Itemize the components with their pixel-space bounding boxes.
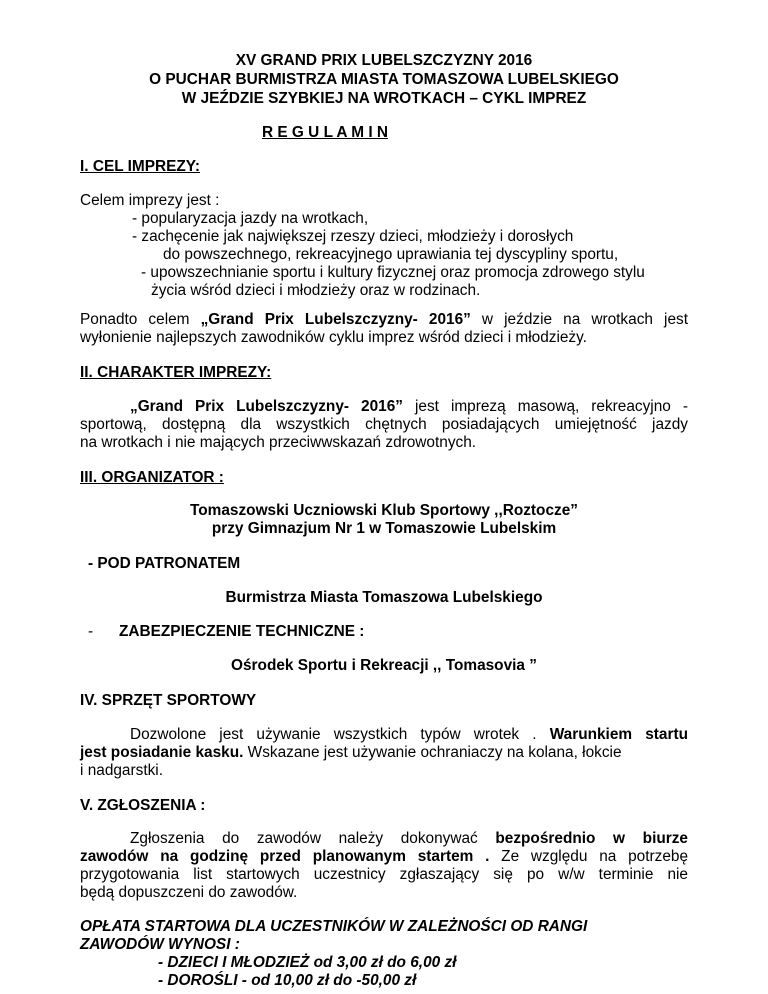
patronat-name: Burmistrza Miasta Tomaszowa Lubelskiego [225,589,543,606]
section-heading-zgloszenia: V. ZGŁOSZENIA : [80,797,206,814]
organizator-name-2: przy Gimnazjum Nr 1 w Tomaszowie Lubelskim [211,520,557,537]
zgloszenia-line-4: będą dopuszczeni do zawodów. [80,884,298,901]
cel-item-3: - upowszechnianie sportu i kultury fizycznej oraz promocja zdrowego stylu [141,264,645,281]
cel-paragraph-2-line-2: wyłonienie najlepszych zawodników cyklu imprez wśród dzieci i młodzieży. [80,329,587,346]
sprzet-line-1: Dozwolone jest używanie wszystkich typów wrotek . Warunkiem startu [130,726,688,743]
cel-item-2: - zachęcenie jak największej rzeszy dzieci, młodzieży i dorosłych [132,228,574,245]
header-line-1: XV GRAND PRIX LUBELSZCZYZNY 2016 [235,52,533,69]
zgloszenia-line-3: przygotowania list startowych uczestnicy zgłaszający się po w/w terminie nie [80,866,688,883]
sprzet-line-2: jest posiadanie kasku. Wskazane jest używanie ochraniaczy na kolana, łokcie [80,744,622,761]
cel-item-2-cont: do powszechnego, rekreacyjnego uprawiania tej dyscypliny sportu, [163,246,619,263]
tech-dash: - [88,623,94,640]
document-title: R E G U L A M I N [262,124,388,141]
cel-item-3-cont: życia wśród dzieci i młodzieży oraz w rodzinach. [151,282,481,299]
oplata-line-1: OPŁATA STARTOWA DLA UCZESTNIKÓW W ZALEŻNOŚCI OD RANGI [80,918,588,935]
sprzet-line-3: i nadgarstki. [80,762,163,779]
charakter-line-3: na wrotkach i nie mających przeciwwskazań zdrowotnych. [80,434,477,451]
patronat-label: - POD PATRONATEM [88,555,241,572]
oplata-item-dzieci: - DZIECI I MŁODZIEŻ od 3,00 zł do 6,00 zł [158,954,457,971]
header-line-2: O PUCHAR BURMISTRZA MIASTA TOMASZOWA LUBELSKIEGO [149,71,619,88]
oplata-line-2: ZAWODÓW WYNOSI : [80,936,240,953]
organizator-name-1: Tomaszowski Uczniowski Klub Sportowy ,,Roztocze” [190,502,578,519]
header-line-3: W JEŹDZIE SZYBKIEJ NA WROTKACH – CYKL IMPREZ [181,90,587,107]
oplata-item-dorosli: - DOROŚLI - od 10,00 zł do -50,00 zł [158,972,417,989]
cel-intro: Celem imprezy jest : [80,192,220,209]
tech-name: Ośrodek Sportu i Rekreacji ,, Tomasovia ” [231,657,537,674]
tech-label: ZABEZPIECZENIE TECHNICZNE : [119,623,365,640]
zgloszenia-line-1: Zgłoszenia do zawodów należy dokonywać bezpośrednio w biurze [130,830,688,847]
charakter-line-1: „Grand Prix Lubelszczyzny- 2016” jest imprezą masową, rekreacyjno - [130,398,688,415]
section-heading-cel: I. CEL IMPREZY: [80,158,200,175]
cel-item-1: - popularyzacja jazdy na wrotkach, [132,210,369,227]
section-heading-organizator: III. ORGANIZATOR : [80,469,224,486]
section-heading-sprzet: IV. SPRZĘT SPORTOWY [80,692,257,709]
charakter-line-2: sportową, dostępną dla wszystkich chętnych posiadających umiejętność jazdy [80,416,688,433]
section-heading-charakter: II. CHARAKTER IMPREZY: [80,364,272,381]
cel-paragraph-2-line-1: Ponadto celem „Grand Prix Lubelszczyzny- 2016” w jeździe na wrotkach jest [80,311,688,328]
zgloszenia-line-2: zawodów na godzinę przed planowanym startem . Ze względu na potrzebę [80,848,688,865]
